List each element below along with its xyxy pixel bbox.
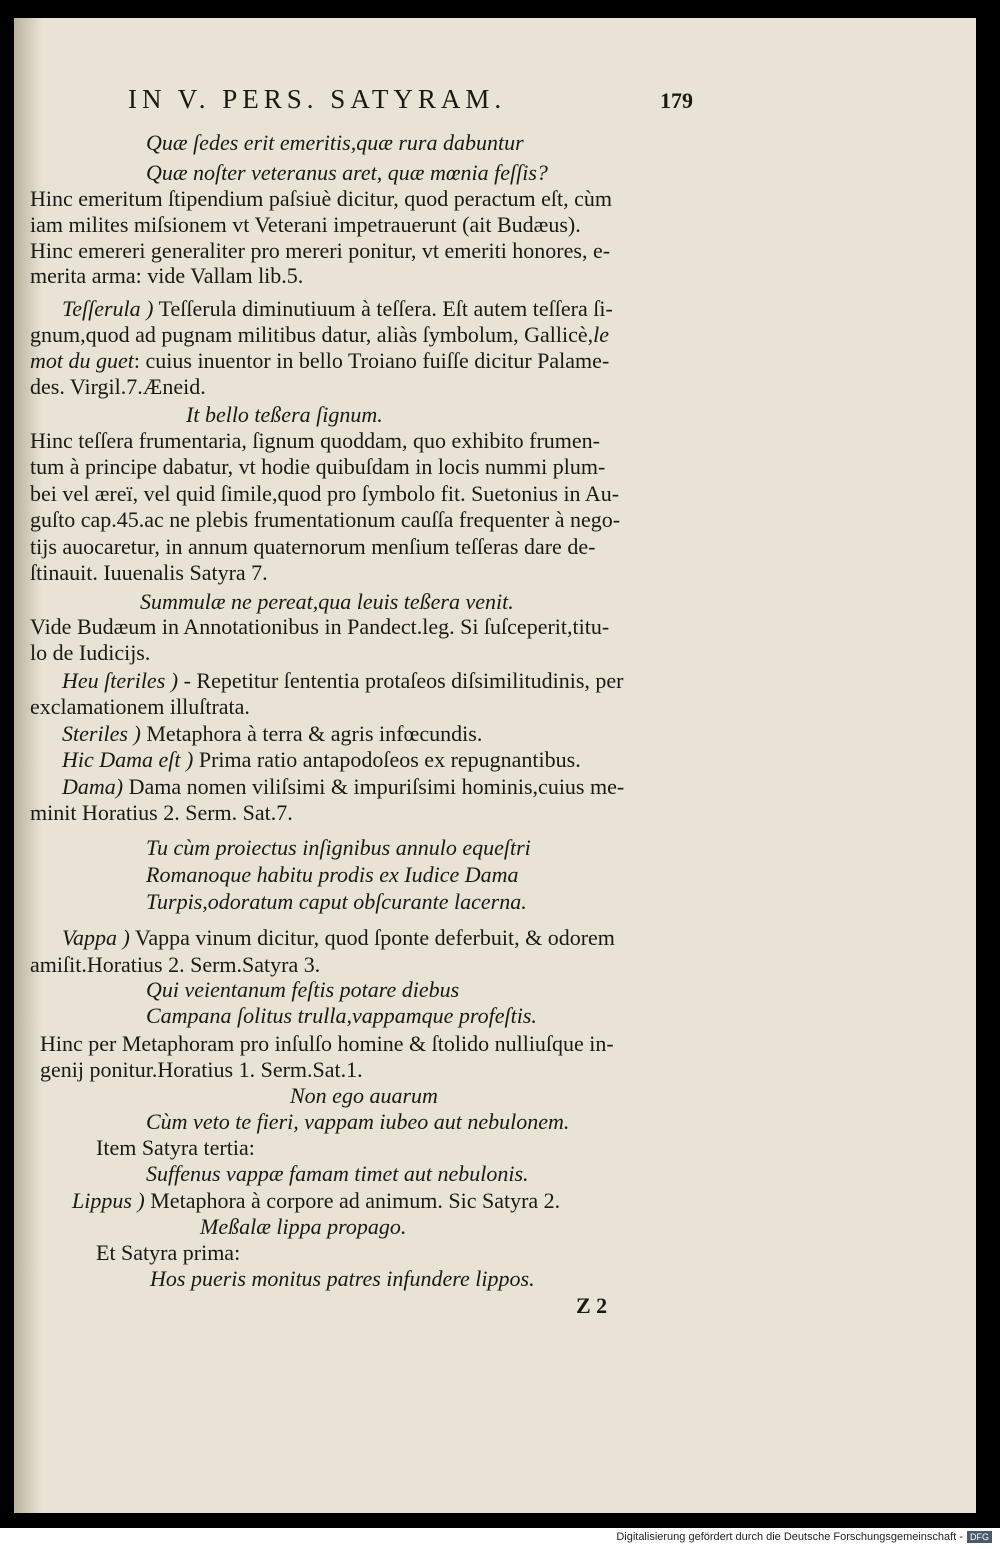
roman-segment: tijs auocaretur, in annum quaternorum menſium teſſeras dare de-: [30, 534, 596, 559]
italic-segment: le: [593, 322, 609, 347]
roman-segment: Repetitur ſententia protaſeos diſsimilitudinis, per: [190, 668, 624, 693]
text-line: [30, 186, 612, 212]
text-line: [30, 428, 600, 454]
roman-segment: Hinc per Metaphoram pro inſulſo homine & ſtolido nulliuſque in-: [40, 1031, 614, 1056]
roman-segment: guſto cap.45.ac ne plebis frumentationum cauſſa frequenter à nego-: [30, 507, 621, 532]
text-line: [146, 160, 548, 186]
italic-segment: mot du guet: [30, 348, 134, 373]
text-line: [146, 1161, 529, 1187]
roman-segment: Teſſerula diminutiuum à teſſera. Eſt autem teſſera ſi-: [153, 296, 613, 321]
roman-segment: Metaphora à corpore ad animum. Sic Satyra 2.: [144, 1188, 561, 1213]
text-line: [30, 454, 605, 480]
text-line: [146, 862, 519, 888]
text-line: [30, 374, 206, 400]
text-line: [290, 1083, 438, 1109]
italic-segment: Romanoque habitu prodis ex Iudice Dama: [146, 862, 519, 887]
text-line: [62, 668, 624, 694]
text-line: [30, 238, 610, 264]
text-line: [30, 694, 250, 720]
text-line: [186, 402, 383, 428]
running-title: IN V. PERS. SATYRAM.: [128, 84, 507, 114]
text-line: [62, 925, 615, 951]
roman-segment: genij ponitur.Horatius 1. Serm.Sat.1.: [40, 1057, 363, 1082]
text-line: [30, 348, 609, 374]
italic-segment: Dama): [62, 774, 124, 799]
text-line: [150, 1266, 535, 1292]
italic-segment: Teſſerula ): [62, 296, 154, 321]
italic-segment: Campana ſolitus trulla,vappamque profeſtis.: [146, 1003, 537, 1028]
italic-segment: Steriles ): [62, 721, 141, 746]
roman-segment: gnum,quod ad pugnam militibus datur, aliàs ſymbolum, Gallicè,: [30, 322, 594, 347]
text-line: [30, 481, 619, 507]
text-line: [30, 952, 320, 978]
text-line: [146, 1109, 569, 1135]
roman-segment: Item Satyra tertia:: [96, 1135, 255, 1160]
roman-segment: Hinc teſſera frumentaria, ſignum quoddam, quo exhibito frumen-: [30, 428, 601, 453]
text-line: [62, 747, 581, 773]
text-line: [146, 977, 459, 1003]
italic-segment: Lippus ): [72, 1188, 145, 1213]
page-number: 179: [660, 88, 693, 113]
text-line: [30, 560, 268, 586]
text-line: [96, 1135, 255, 1161]
italic-segment: Vappa ): [62, 925, 130, 950]
text-line: [62, 296, 613, 322]
roman-segment: bei vel æreï, vel quid ſimile,quod pro ſymbolo fit. Suetonius in Au-: [30, 481, 620, 506]
roman-segment: tum à principe dabatur, vt hodie quibuſdam in locis nummi plum-: [30, 454, 606, 479]
italic-segment: Turpis,odoratum caput obſcurante lacerna.: [146, 889, 527, 914]
text-line: [30, 507, 620, 533]
text-line: [200, 1214, 406, 1240]
text-line: [146, 1003, 537, 1029]
roman-segment: exclamationem illuſtrata.: [30, 694, 250, 719]
roman-segment: lo de Iudicijs.: [30, 640, 151, 665]
text-line: [72, 1188, 560, 1214]
italic-segment: Heu ſteriles ) -: [62, 668, 191, 693]
italic-segment: Quæ ſedes erit emeritis,quæ rura dabuntur: [146, 130, 524, 155]
text-line: [62, 774, 624, 800]
roman-segment: Prima ratio antapodoſeos ex repugnantibus.: [193, 747, 581, 772]
roman-segment: iam milites miſsionem vt Veterani impetrauerunt (ait Budæus).: [30, 212, 581, 237]
footer-bar: [0, 1528, 1000, 1549]
italic-segment: Hic Dama eſt ): [62, 747, 194, 772]
roman-segment: Dama nomen viliſsimi & impuriſsimi hominis,cuius me-: [123, 774, 625, 799]
roman-segment: Metaphora à terra & agris infœcundis.: [140, 721, 483, 746]
text-line: [40, 1031, 614, 1057]
text-line: [30, 640, 150, 666]
roman-segment: Hinc emeritum ſtipendium paſsiuè dicitur, quod peractum eſt, cùm: [30, 186, 612, 211]
italic-segment: Tu cùm proiectus inſignibus annulo equeſtri: [146, 835, 531, 860]
roman-segment: Et Satyra prima:: [96, 1240, 241, 1265]
dfg-logo: DFG: [967, 1531, 992, 1543]
footer-credit-text: Digitalisierung gefördert durch die Deutsche Forschungsgemeinschaft -: [616, 1531, 963, 1543]
italic-segment: Qui veientanum feſtis potare diebus: [146, 977, 460, 1002]
italic-segment: Meßalæ lippa propago.: [200, 1214, 407, 1239]
text-line: [146, 130, 524, 156]
text-line: [146, 889, 527, 915]
footer-credit: [616, 1531, 992, 1543]
signature-mark: Z 2: [576, 1293, 608, 1318]
italic-segment: Non ego auarum: [290, 1083, 438, 1108]
italic-segment: Quæ noſter veteranus aret, quæ mœnia feſſis?: [146, 160, 548, 185]
italic-segment: Cùm veto te fieri, vappam iubeo aut nebulonem.: [146, 1109, 570, 1134]
text-line: [96, 1240, 240, 1266]
text-line: [62, 721, 482, 747]
text-line: [30, 263, 303, 289]
roman-segment: Hinc emereri generaliter pro mereri ponitur, vt emeriti honores, e-: [30, 238, 611, 263]
text-line: [30, 534, 595, 560]
roman-segment: ſtinauit. Iuuenalis Satyra 7.: [30, 560, 268, 585]
roman-segment: minit Horatius 2. Serm. Sat.7.: [30, 800, 293, 825]
italic-segment: Suffenus vappæ famam timet aut nebulonis.: [146, 1161, 529, 1186]
roman-segment: Vide Budæum in Annotationibus in Pandect.leg. Si ſuſceperit,titu-: [30, 614, 610, 639]
roman-segment: merita arma: vide Vallam lib.5.: [30, 263, 304, 288]
text-line: [146, 835, 531, 861]
italic-segment: It bello teßera ſignum.: [186, 402, 383, 427]
text-line: [30, 322, 609, 348]
text-line: [140, 589, 514, 615]
roman-segment: amiſit.Horatius 2. Serm.Satyra 3.: [30, 952, 321, 977]
italic-segment: Summulæ ne pereat,qua leuis teßera venit.: [140, 589, 514, 614]
roman-segment: Vappa vinum dicitur, quod ſponte deferbuit, & odorem: [129, 925, 615, 950]
roman-segment: : cuius inuentor in bello Troiano fuiſſe dicitur Palame-: [133, 348, 610, 373]
text-line: [40, 1057, 363, 1083]
text-line: [30, 212, 581, 238]
roman-segment: des. Virgil.7.Æneid.: [30, 374, 206, 399]
italic-segment: Hos pueris monitus patres infundere lippos.: [150, 1266, 535, 1291]
text-line: [30, 800, 293, 826]
text-line: [30, 614, 609, 640]
